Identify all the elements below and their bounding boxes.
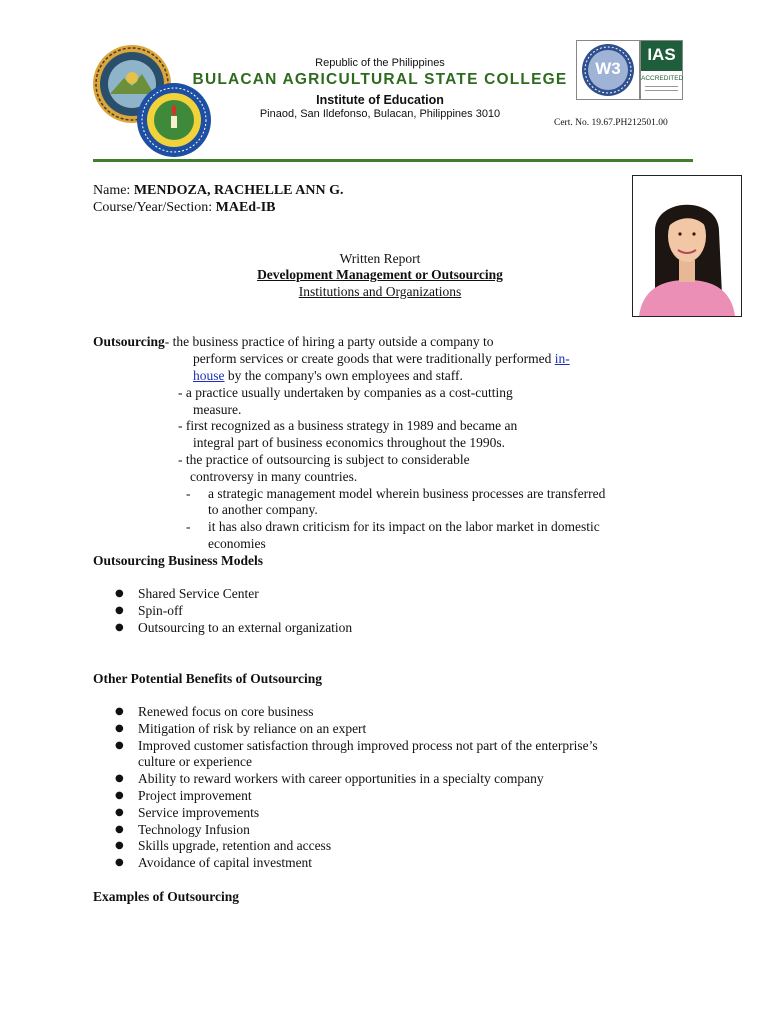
list-item: ● Technology Infusion xyxy=(115,821,250,837)
list-item: ● Skills upgrade, retention and access xyxy=(115,838,332,854)
ias-accredited-label: ACCREDITED xyxy=(641,75,684,82)
definition-line-3: house by the company's own employees and staff. xyxy=(193,368,463,383)
student-name: MENDOZA, RACHELLE ANN G. xyxy=(133,183,344,198)
models-heading: Outsourcing Business Models xyxy=(93,553,264,568)
institute-name: Institute of Education xyxy=(316,93,444,107)
list-item: ● Spin-off xyxy=(115,602,183,618)
report-title: Development Management or Outsourcing xyxy=(257,267,503,282)
course-label: Course/Year/Section: xyxy=(93,200,213,215)
report-subtitle: Institutions and Organizations xyxy=(298,284,462,299)
definition-p2-line-1: - a practice usually undertaken by companies as a cost-cutting xyxy=(178,385,513,400)
definition-line-1: Outsourcing- the business practice of hiring a party outside a company to xyxy=(93,334,494,349)
dash-item-1-line-1: a strategic management model wherein business processes are transferred xyxy=(208,486,606,501)
list-item: ● Ability to reward workers with career opportunities in a specialty company xyxy=(115,771,544,787)
name-label: Name: xyxy=(93,183,131,198)
definition-p3-line-2: integral part of business economics throughout the 1990s. xyxy=(193,435,505,450)
w3-label: W3 xyxy=(595,59,621,78)
dash-item-2-line-1: it has also drawn criticism for its impact on the labor market in domestic xyxy=(208,519,600,534)
course-value: MAEd-IB xyxy=(215,200,276,215)
in-house-link-cont[interactable]: house xyxy=(193,368,225,383)
list-item: ● Avoidance of capital investment xyxy=(115,855,313,871)
dash-item-1-line-2: to another company. xyxy=(208,502,318,517)
list-item: ● Shared Service Center xyxy=(115,586,259,601)
header-divider xyxy=(93,159,693,162)
list-item: ● Mitigation of risk by reliance on an expert xyxy=(115,720,367,736)
models-list xyxy=(93,586,693,636)
benefits-heading: Other Potential Benefits of Outsourcing xyxy=(93,671,322,686)
student-name-row xyxy=(93,183,343,200)
dash-item-1-marker: - xyxy=(186,486,191,501)
list-item: ● Improved customer satisfaction through improved process not part of the enterprise’s culture or experience xyxy=(115,737,598,770)
dash-item-2-line-2: economies xyxy=(208,536,266,551)
examples-heading: Examples of Outsourcing xyxy=(93,889,240,904)
definition-p4-line-1: - the practice of outsourcing is subject to considerable xyxy=(178,452,470,467)
definition-term: Outsourcing xyxy=(93,334,165,349)
student-photo xyxy=(632,175,742,317)
list-item: ● Outsourcing to an external organization xyxy=(115,619,353,635)
course-row xyxy=(93,200,276,217)
college-name: BULACAN AGRICULTURAL STATE COLLEGE xyxy=(192,71,568,88)
in-house-link[interactable]: in- xyxy=(554,351,570,366)
republic-line: Republic of the Philippines xyxy=(315,57,445,69)
benefits-list xyxy=(93,704,693,872)
dash-item-2-marker: - xyxy=(186,519,191,534)
definition-line-2: perform services or create goods that were traditionally performed in- xyxy=(193,351,570,366)
report-type: Written Report xyxy=(339,251,421,266)
list-item: ● Renewed focus on core business xyxy=(115,704,314,719)
list-item: ● Service improvements xyxy=(115,804,260,820)
definition-p3-line-1: - first recognized as a business strategy in 1989 and became an xyxy=(178,418,518,433)
ias-accreditation-logo xyxy=(640,40,683,100)
certificate-number: Cert. No. 19.67.PH212501.00 xyxy=(554,118,668,128)
definition-p4-line-2: controversy in many countries. xyxy=(190,469,358,484)
portrait-icon xyxy=(633,176,741,316)
ias-label: IAS xyxy=(647,45,676,64)
definition-p2-line-2: measure. xyxy=(193,402,242,417)
w3-certification-logo xyxy=(576,40,640,100)
college-address: Pinaod, San Ildefonso, Bulacan, Philippines 3010 xyxy=(259,108,501,120)
list-item: ● Project improvement xyxy=(115,787,252,803)
